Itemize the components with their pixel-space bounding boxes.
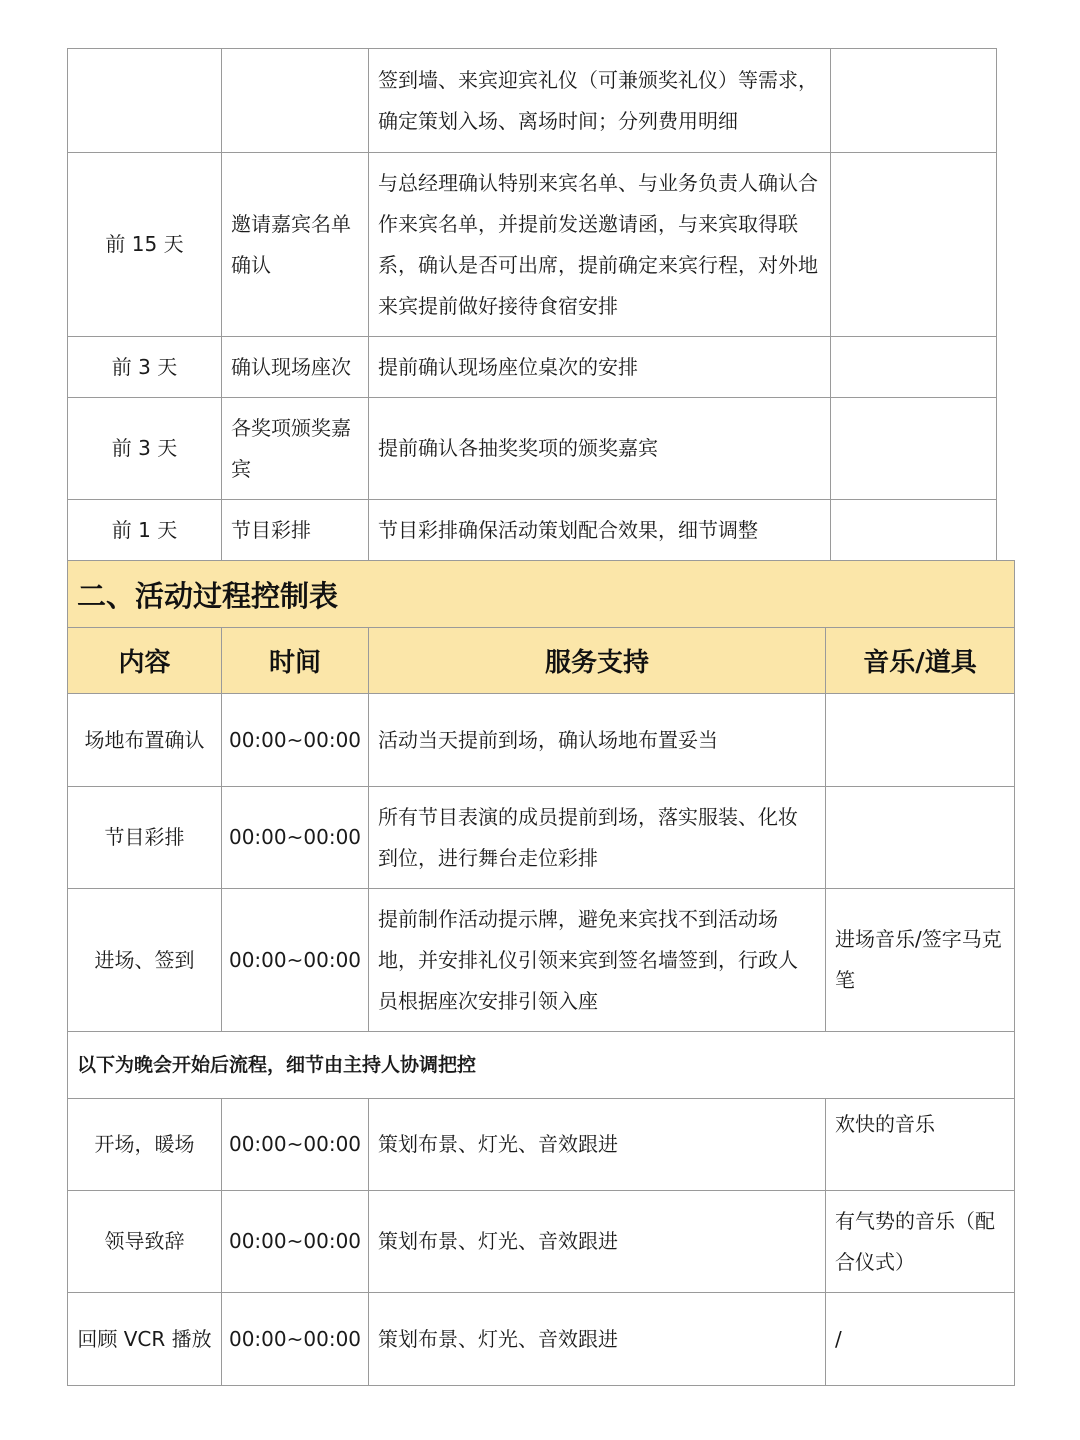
task-cell	[222, 49, 369, 153]
flow-note: 以下为晚会开始后流程，细节由主持人协调把控	[68, 1032, 1015, 1099]
content-cell: 回顾 VCR 播放	[68, 1293, 222, 1386]
time-cell: 00:00~00:00	[222, 1191, 369, 1293]
time-cell: 00:00~00:00	[222, 787, 369, 889]
note-cell	[831, 500, 997, 561]
process-control-table	[67, 560, 1015, 1386]
detail-cell: 提前确认各抽奖奖项的颁奖嘉宾	[369, 398, 831, 500]
support-cell: 策划布景、灯光、音效跟进	[369, 1099, 826, 1191]
music-cell	[826, 694, 1015, 787]
music-cell: 有气势的音乐（配合仪式）	[826, 1191, 1015, 1293]
table-row	[68, 1099, 1015, 1191]
note-cell	[831, 49, 997, 153]
table-row	[68, 398, 997, 500]
task-cell: 节目彩排	[222, 500, 369, 561]
when-cell: 前 1 天	[68, 500, 222, 561]
table-row	[68, 1293, 1015, 1386]
support-cell: 提前制作活动提示牌，避免来宾找不到活动场地，并安排礼仪引领来宾到签名墙签到，行政人员根据座次安排引领入座	[369, 889, 826, 1032]
music-cell: 欢快的音乐	[826, 1099, 1015, 1191]
when-cell	[68, 49, 222, 153]
note-row	[68, 1032, 1015, 1099]
table-row	[68, 787, 1015, 889]
note-cell	[831, 337, 997, 398]
task-cell: 确认现场座次	[222, 337, 369, 398]
music-cell	[826, 787, 1015, 889]
content-cell: 进场、签到	[68, 889, 222, 1032]
support-cell: 策划布景、灯光、音效跟进	[369, 1191, 826, 1293]
content-cell: 领导致辞	[68, 1191, 222, 1293]
time-cell: 00:00~00:00	[222, 889, 369, 1032]
column-header: 时间	[222, 628, 369, 694]
table-row	[68, 153, 997, 337]
table-row	[68, 500, 997, 561]
music-cell: /	[826, 1293, 1015, 1386]
support-cell: 活动当天提前到场，确认场地布置妥当	[369, 694, 826, 787]
music-cell: 进场音乐/签字马克笔	[826, 889, 1015, 1032]
task-cell: 各奖项颁奖嘉宾	[222, 398, 369, 500]
table-row	[68, 49, 997, 153]
detail-cell: 与总经理确认特别来宾名单、与业务负责人确认合作来宾名单，并提前发送邀请函，与来宾取得联系，确认是否可出席，提前确定来宾行程，对外地来宾提前做好接待食宿安排	[369, 153, 831, 337]
header-row	[68, 628, 1015, 694]
column-header: 内容	[68, 628, 222, 694]
when-cell: 前 15 天	[68, 153, 222, 337]
note-cell	[831, 398, 997, 500]
table-row	[68, 337, 997, 398]
content-cell: 场地布置确认	[68, 694, 222, 787]
content-cell: 开场，暖场	[68, 1099, 222, 1191]
prep-schedule-table	[67, 48, 997, 561]
note-cell	[831, 153, 997, 337]
task-cell: 邀请嘉宾名单确认	[222, 153, 369, 337]
time-cell: 00:00~00:00	[222, 694, 369, 787]
section-title: 二、活动过程控制表	[68, 561, 1015, 628]
column-header: 服务支持	[369, 628, 826, 694]
column-header: 音乐/道具	[826, 628, 1015, 694]
detail-cell: 提前确认现场座位桌次的安排	[369, 337, 831, 398]
detail-cell: 节目彩排确保活动策划配合效果，细节调整	[369, 500, 831, 561]
table-row	[68, 889, 1015, 1032]
when-cell: 前 3 天	[68, 398, 222, 500]
time-cell: 00:00~00:00	[222, 1293, 369, 1386]
section-title-row	[68, 561, 1015, 628]
when-cell: 前 3 天	[68, 337, 222, 398]
detail-cell: 签到墙、来宾迎宾礼仪（可兼颁奖礼仪）等需求，确定策划入场、离场时间；分列费用明细	[369, 49, 831, 153]
content-cell: 节目彩排	[68, 787, 222, 889]
table-row	[68, 694, 1015, 787]
support-cell: 所有节目表演的成员提前到场，落实服装、化妆到位，进行舞台走位彩排	[369, 787, 826, 889]
table-row	[68, 1191, 1015, 1293]
support-cell: 策划布景、灯光、音效跟进	[369, 1293, 826, 1386]
time-cell: 00:00~00:00	[222, 1099, 369, 1191]
